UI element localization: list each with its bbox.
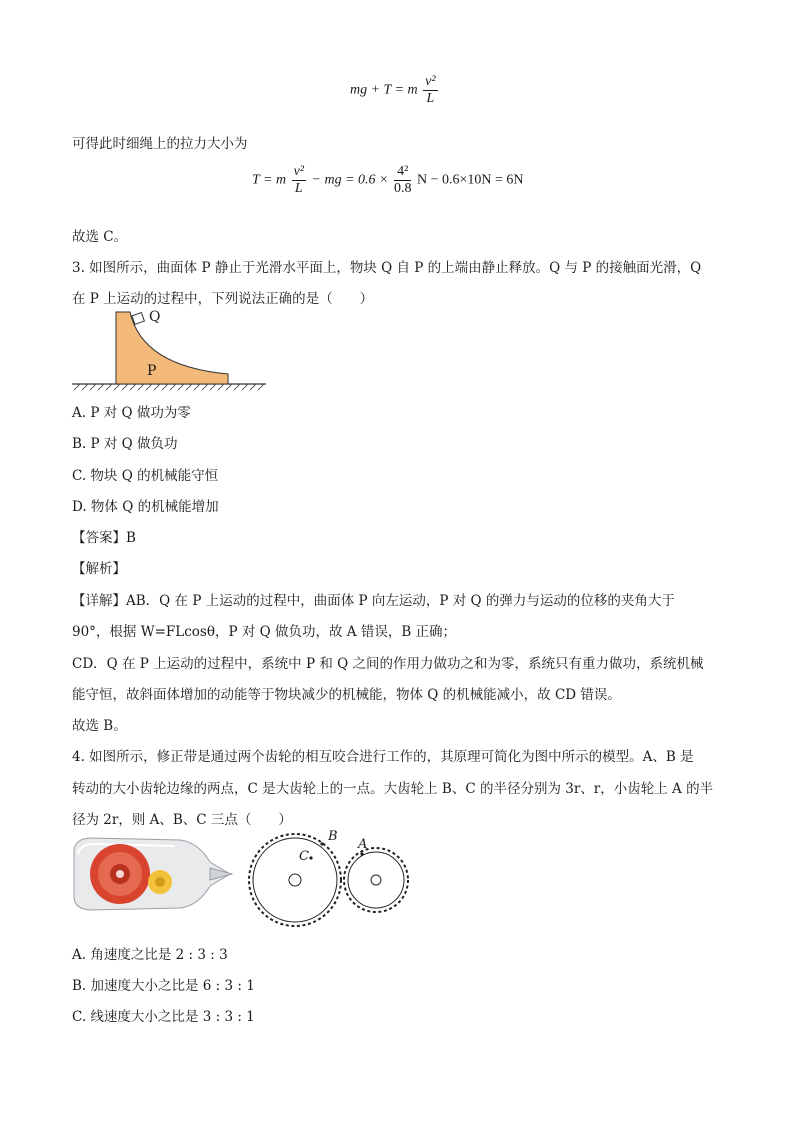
formula2-denominator-1: L [294,181,303,196]
q3-detail-line1: 【详解】AB．Q 在 P 上运动的过程中，曲面体 P 向左运动，P 对 Q 的弹力与运动的位移的夹角大于 [72,593,675,609]
formula2-numerator-2: 4² [394,164,412,181]
formula2-numerator-1: v² [293,164,305,179]
formula-tension [252,164,524,197]
tension-intro: 可得此时细绳上的拉力大小为 [72,136,248,152]
gear-label-a: A [358,837,368,852]
q3-stem-line2: 在 P 上运动的过程中，下列说法正确的是（ ） [72,291,374,307]
q3-stem-line1: 3. 如图所示，曲面体 P 静止于光滑水平面上，物块 Q 自 P 的上端由静止释放。Q 与 P 的接触面光滑，Q [72,260,702,276]
formula1-lhs: mg + T = m [350,82,418,98]
correction-tape-photo [70,832,234,916]
formula2-denominator-2: 0.8 [393,181,412,196]
formula1-fraction [423,74,437,107]
q3-analysis-tag: 【解析】 [72,561,126,577]
formula2-lhs: T = m [252,172,287,188]
q3-label-p: P [147,363,157,379]
q3-label-q: Q [149,309,161,325]
formula1-denominator: L [426,91,435,106]
q4-option-a: A. 角速度之比是 2 : 3 : 3 [72,947,228,963]
small-gear [344,848,408,912]
gear-model-diagram [240,830,415,930]
q4-option-b: B. 加速度大小之比是 6 : 3 : 1 [72,978,255,994]
q3-detail-line4: 能守恒，故斜面体增加的动能等于物块减少的机械能，物体 Q 的机械能减小，故 CD 错误。 [72,687,621,703]
choose-c: 故选 C。 [72,229,128,245]
q3-option-a: A. P 对 Q 做功为零 [72,405,191,421]
q3-option-d: D. 物体 Q 的机械能增加 [72,499,219,515]
big-gear [249,834,341,926]
q4-stem-line2: 转动的大小齿轮边缘的两点，C 是大齿轮上的一点。大齿轮上 B、C 的半径分别为 3r、r，小齿轮上 A 的半 [72,781,714,797]
q3-option-b: B. P 对 Q 做负功 [72,436,178,452]
q3-detail-line3: CD．Q 在 P 上运动的过程中，系统中 P 和 Q 之间的作用力做功之和为零，系统只有重力做功，系统机械 [72,656,704,672]
q4-stem-line3: 径为 2r，则 A、B、C 三点（ ） [72,812,292,828]
formula2-rhs: N − 0.6×10N = 6N [416,172,524,188]
q4-stem-line1: 4. 如图所示，修正带是通过两个齿轮的相互咬合进行工作的，其原理可简化为图中所示的模型。A、B 是 [72,749,694,765]
q3-conclusion: 故选 B。 [72,718,127,734]
formula-centripetal [350,74,440,107]
formula2-mid: − mg = 0.6 × [311,172,389,188]
gear-label-c: C [299,849,309,864]
gear-label-b: B [328,829,338,844]
formula1-numerator: v² [425,74,436,89]
q3-answer: 【答案】B [72,530,136,546]
q3-figure-curved-body [70,308,270,394]
q4-option-c: C. 线速度大小之比是 3 : 3 : 1 [72,1009,255,1025]
q3-detail-line2: 90°，根据 W=FLcosθ，P 对 Q 做负功，故 A 错误，B 正确； [72,624,457,640]
formula2-fraction-1 [292,164,306,197]
q3-option-c: C. 物块 Q 的机械能守恒 [72,468,219,484]
formula2-fraction-2 [394,164,412,197]
